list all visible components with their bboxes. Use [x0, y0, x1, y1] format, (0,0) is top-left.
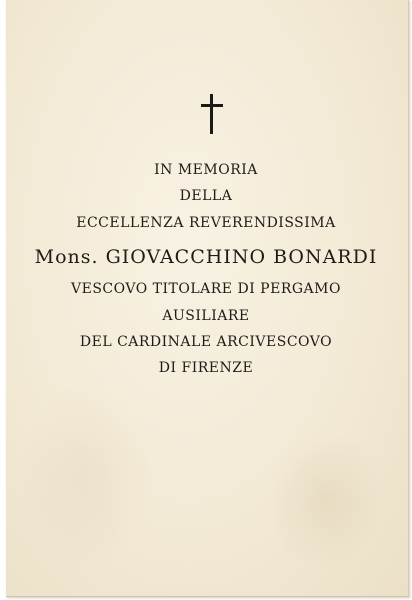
- cardinale-line: DEL CARDINALE ARCIVESCOVO: [79, 334, 333, 350]
- paper-stain: [16, 380, 156, 570]
- paper-stain: [266, 430, 386, 570]
- name-line: [0, 246, 412, 268]
- firenze-line: DI FIRENZE: [158, 360, 254, 376]
- ausiliare-line: AUSILIARE: [162, 308, 250, 324]
- cross-icon: [201, 94, 223, 134]
- in-memoria-line: IN MEMORIA: [154, 162, 258, 178]
- memorial-card: [6, 0, 409, 597]
- vescovo-line: VESCOVO TITOLARE DI PERGAMO: [71, 281, 341, 297]
- person-name: GIOVACCHINO BONARDI: [105, 246, 378, 268]
- title-prefix: Mons.: [34, 246, 99, 268]
- eccellenza-line: ECCELLENZA REVERENDISSIMA: [76, 215, 336, 231]
- della-line: DELLA: [179, 188, 233, 204]
